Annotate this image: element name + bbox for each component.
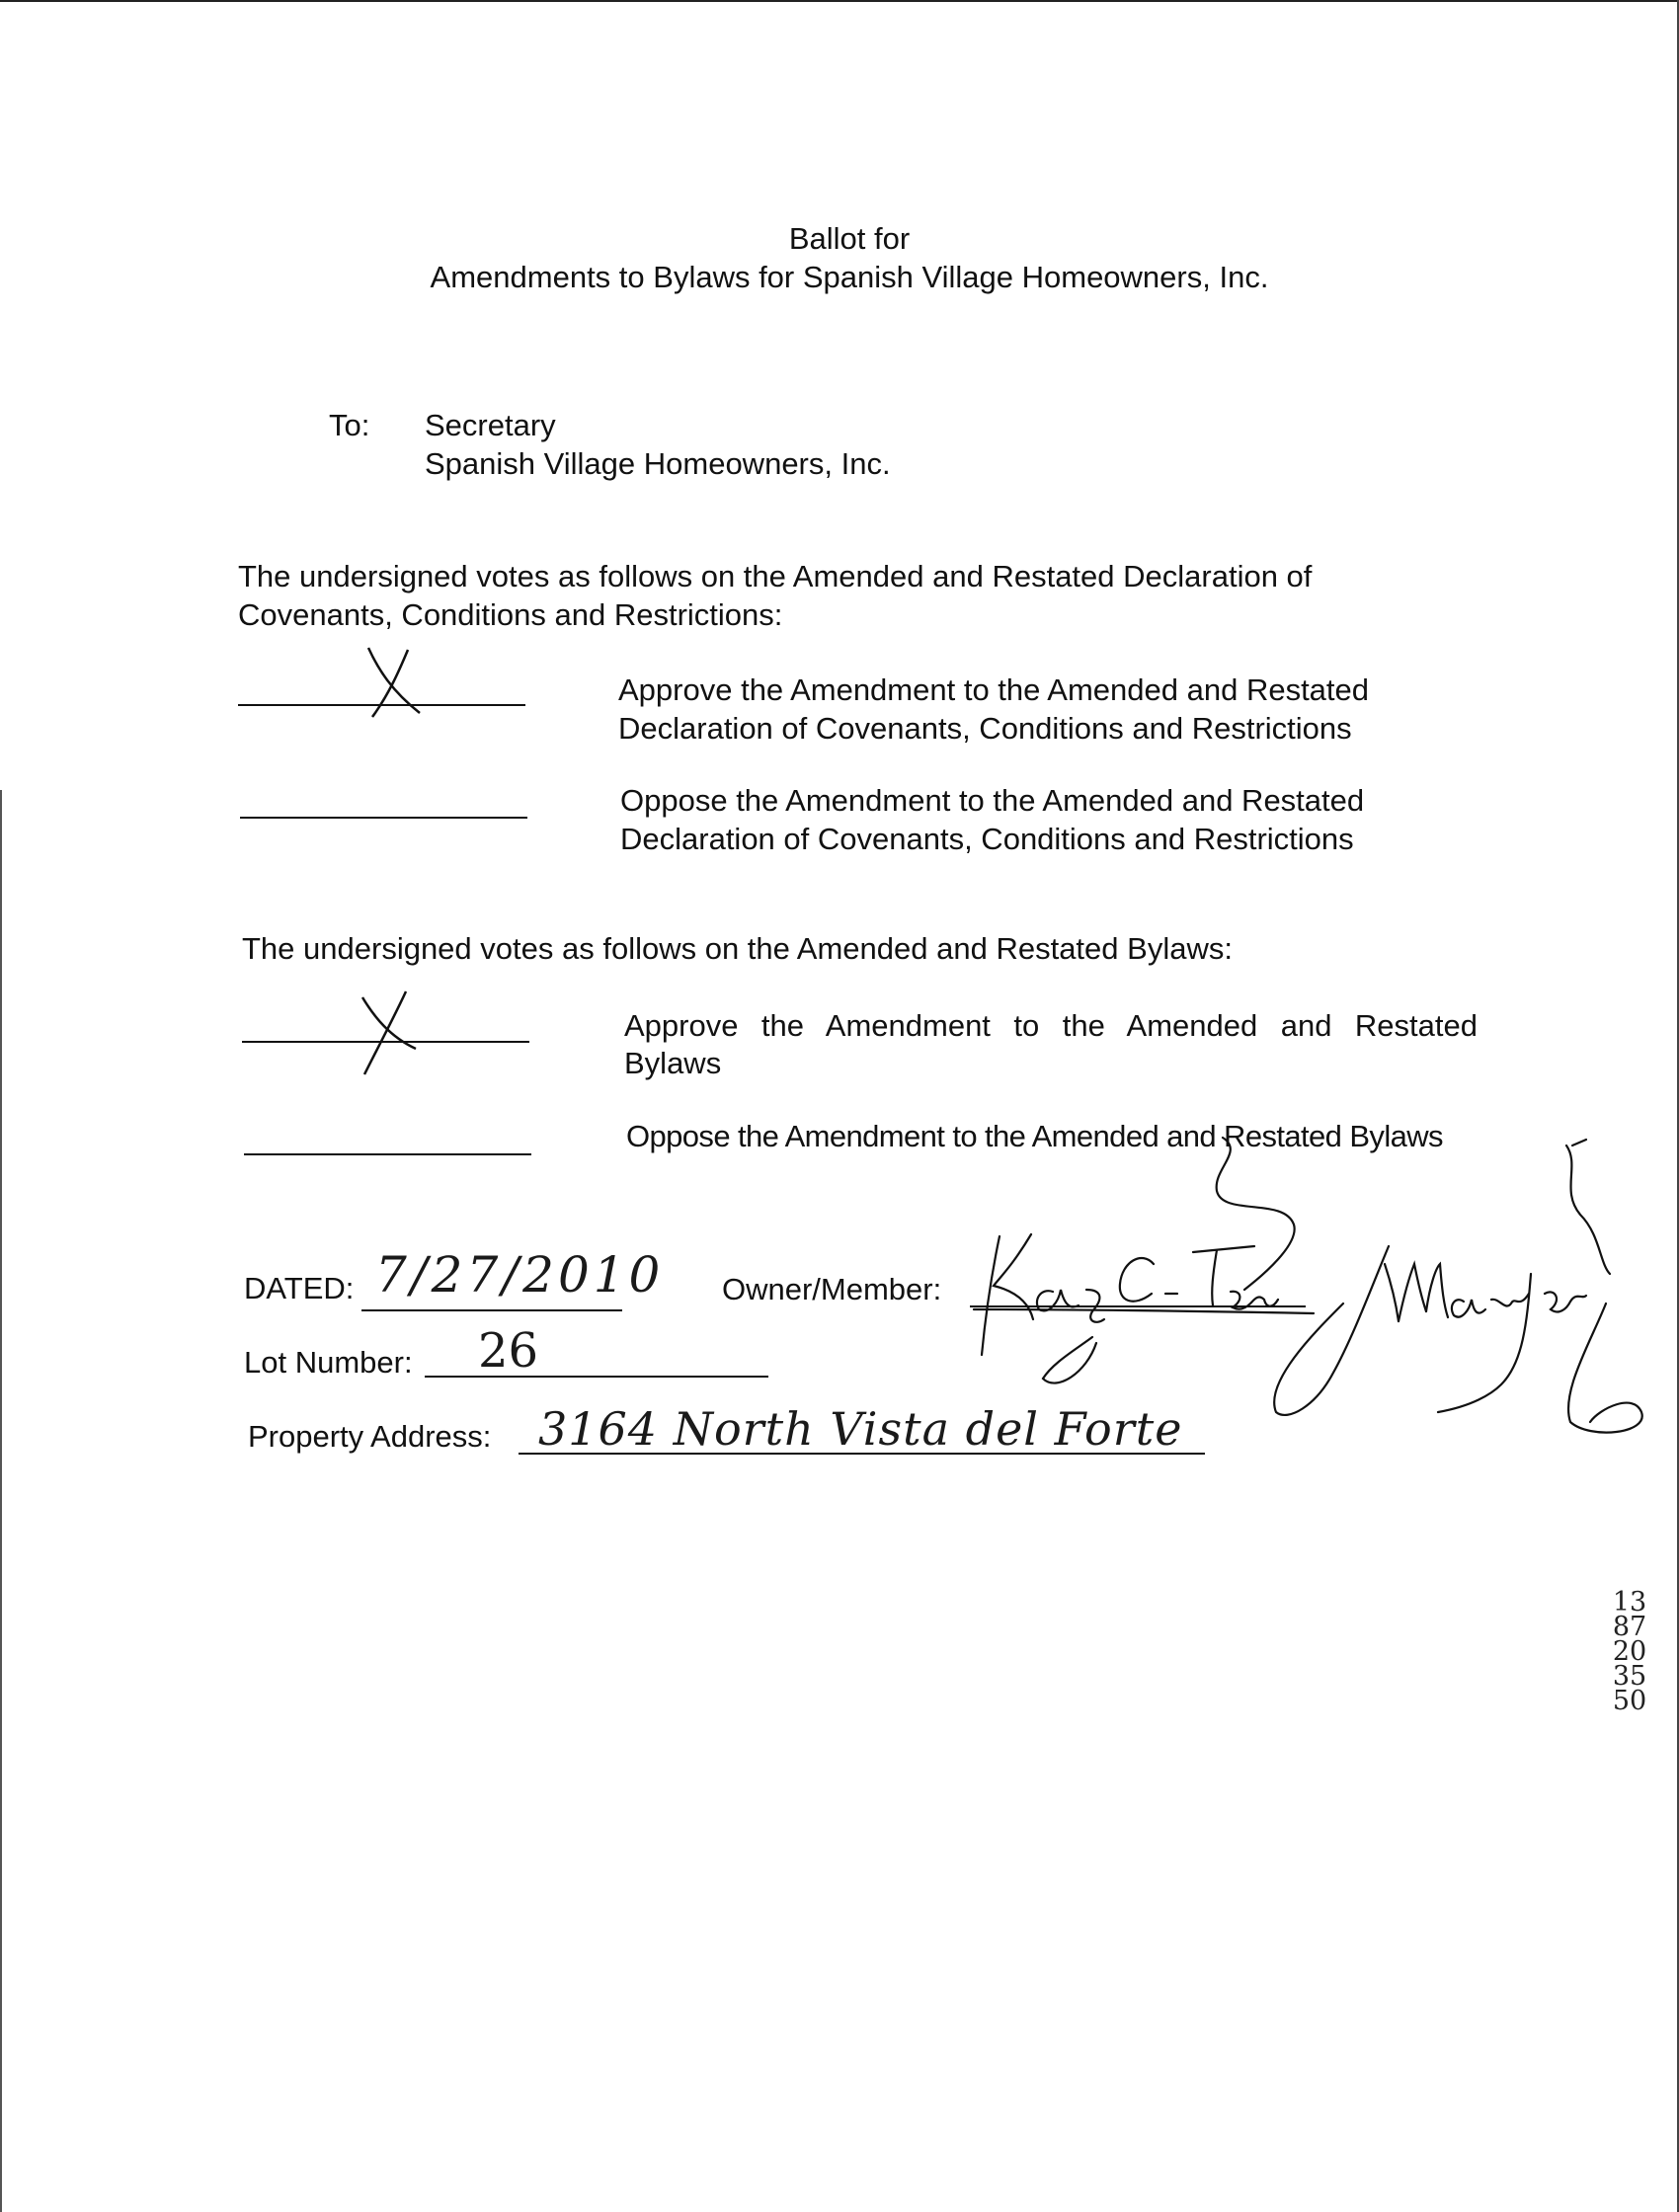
- section1-oppose-line2: Declaration of Covenants, Conditions and Restrictions: [620, 822, 1354, 856]
- lot-number-value: 26: [478, 1323, 539, 1379]
- section2-oppose-blank: [244, 1153, 531, 1155]
- property-address-value: 3164 North Vista del Forte: [538, 1402, 1183, 1456]
- section1-approve-x-mark: [351, 640, 430, 719]
- to-organization: Spanish Village Homeowners, Inc.: [425, 446, 891, 481]
- section2-approve-x-mark: [351, 988, 430, 1076]
- section1-oppose-line1: Oppose the Amendment to the Amended and Restated: [620, 783, 1365, 818]
- dated-label: DATED:: [244, 1271, 355, 1305]
- section2-oppose: Oppose the Amendment to the Amended and Restated Bylaws: [626, 1119, 1443, 1153]
- section1-approve-line1: Approve the Amendment to the Amended and Restated: [618, 672, 1370, 707]
- ballot-title: Ballot for: [788, 221, 911, 256]
- section2-approve-line1: Approve the Amendment to the Amended and Restated: [624, 1008, 1478, 1043]
- owner-signatures: [958, 1126, 1649, 1442]
- section2-approve-line2: Bylaws: [624, 1046, 722, 1080]
- section1-intro-line1: The undersigned votes as follows on the Amended and Restated Declaration of: [238, 559, 1313, 593]
- dated-value: 7/27/2010: [375, 1246, 665, 1304]
- lot-number-underline: [425, 1376, 768, 1378]
- lot-number-label: Lot Number:: [244, 1345, 413, 1380]
- to-label: To:: [329, 408, 370, 442]
- section1-intro-line2: Covenants, Conditions and Restrictions:: [238, 597, 783, 632]
- batch-number: 1387203550: [1612, 1587, 1647, 1716]
- scan-left-edge: [0, 790, 2, 2212]
- section1-approve-line2: Declaration of Covenants, Conditions and Restrictions: [618, 711, 1352, 746]
- to-name: Secretary: [425, 408, 556, 442]
- ballot-subtitle: Amendments to Bylaws for Spanish Village Homeowners, Inc.: [430, 260, 1269, 294]
- property-address-label: Property Address:: [248, 1419, 492, 1454]
- section2-intro: The undersigned votes as follows on the Amended and Restated Bylaws:: [242, 931, 1233, 966]
- section1-oppose-blank: [240, 817, 527, 819]
- scan-top-edge: [0, 0, 1679, 2]
- owner-label: Owner/Member:: [722, 1272, 942, 1306]
- dated-underline: [361, 1309, 622, 1311]
